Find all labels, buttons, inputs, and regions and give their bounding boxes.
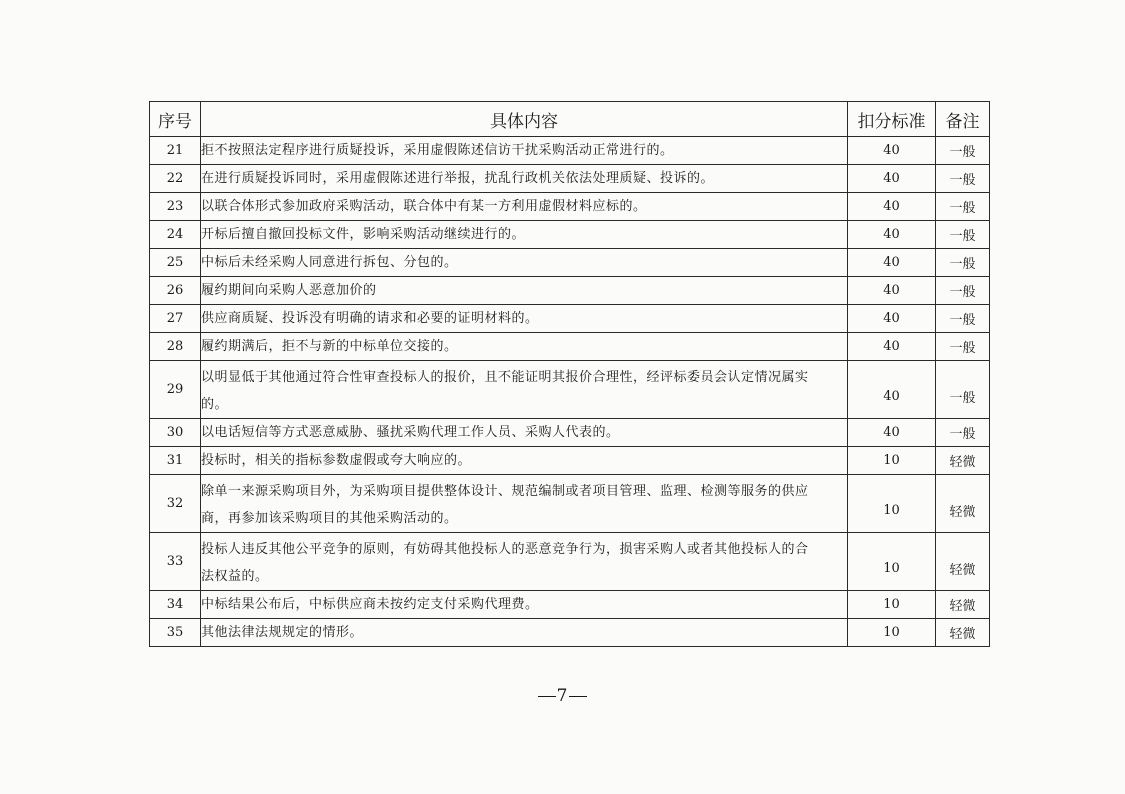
table-row [150, 591, 990, 619]
row-note: 一般 [936, 193, 990, 221]
row-content-line: 投标人违反其他公平竞争的原则，有妨碍其他投标人的恶意竞争行为，损害采购人或者其他投标人的合 [201, 541, 809, 557]
row-note: 一般 [936, 333, 990, 361]
row-content: 以联合体形式参加政府采购活动，联合体中有某一方利用虚假材料应标的。 [201, 193, 848, 221]
table-row [150, 447, 990, 475]
row-no: 24 [150, 221, 201, 249]
table-row [150, 305, 990, 333]
table-row [150, 221, 990, 249]
row-content-line: 法权益的。 [201, 568, 269, 584]
row-note: 轻微 [936, 591, 990, 619]
row-content-line: 的。 [201, 396, 229, 412]
row-content: 履约期满后，拒不与新的中标单位交接的。 [201, 333, 848, 361]
row-content [201, 361, 848, 419]
row-content: 以电话短信等方式恶意威胁、骚扰采购代理工作人员、采购人代表的。 [201, 419, 848, 447]
page-number-dash [569, 696, 587, 697]
table-row [150, 475, 990, 533]
row-score: 40 [848, 305, 936, 333]
row-note: 轻微 [936, 447, 990, 475]
row-content-line: 以明显低于其他通过符合性审查投标人的报价，且不能证明其报价合理性，经评标委员会认定情况属实 [201, 369, 809, 385]
row-score: 10 [848, 447, 936, 475]
row-score: 10 [848, 475, 936, 533]
row-no: 26 [150, 277, 201, 305]
row-content: 其他法律法规规定的情形。 [201, 619, 848, 647]
row-score: 10 [848, 533, 936, 591]
row-score: 40 [848, 221, 936, 249]
row-score: 40 [848, 249, 936, 277]
table-row [150, 619, 990, 647]
row-content-line: 商，再参加该采购项目的其他采购活动的。 [201, 510, 458, 526]
table-row [150, 419, 990, 447]
row-no: 31 [150, 447, 201, 475]
header-note: 备注 [936, 102, 990, 137]
page-number [0, 686, 1125, 706]
row-no: 25 [150, 249, 201, 277]
table-row [150, 137, 990, 165]
row-note: 一般 [936, 249, 990, 277]
row-note: 一般 [936, 419, 990, 447]
row-score: 40 [848, 361, 936, 419]
row-note: 一般 [936, 305, 990, 333]
table-row [150, 533, 990, 591]
table-row [150, 249, 990, 277]
table-row [150, 361, 990, 419]
row-note: 一般 [936, 221, 990, 249]
row-content: 履约期间向采购人恶意加价的 [201, 277, 848, 305]
row-content: 供应商质疑、投诉没有明确的请求和必要的证明材料的。 [201, 305, 848, 333]
row-content [201, 533, 848, 591]
row-score: 10 [848, 591, 936, 619]
row-note: 轻微 [936, 475, 990, 533]
row-no: 28 [150, 333, 201, 361]
row-no: 23 [150, 193, 201, 221]
row-note: 一般 [936, 165, 990, 193]
row-content: 拒不按照法定程序进行质疑投诉，采用虚假陈述信访干扰采购活动正常进行的。 [201, 137, 848, 165]
row-content: 在进行质疑投诉同时，采用虚假陈述进行举报，扰乱行政机关依法处理质疑、投诉的。 [201, 165, 848, 193]
row-content [201, 475, 848, 533]
row-no: 22 [150, 165, 201, 193]
penalty-table [149, 101, 990, 647]
row-note: 轻微 [936, 619, 990, 647]
table-header-row [150, 102, 990, 137]
row-score: 10 [848, 619, 936, 647]
table-row [150, 193, 990, 221]
table-row [150, 165, 990, 193]
row-no: 29 [150, 361, 201, 419]
row-content-line: 除单一来源采购项目外，为采购项目提供整体设计、规范编制或者项目管理、监理、检测等服务的供应 [201, 483, 809, 499]
row-no: 35 [150, 619, 201, 647]
table-row [150, 277, 990, 305]
table-row [150, 333, 990, 361]
row-score: 40 [848, 137, 936, 165]
row-note: 一般 [936, 361, 990, 419]
row-content: 投标时，相关的指标参数虚假或夸大响应的。 [201, 447, 848, 475]
page-number-dash [538, 696, 556, 697]
row-no: 33 [150, 533, 201, 591]
row-score: 40 [848, 165, 936, 193]
header-score: 扣分标准 [848, 102, 936, 137]
header-no: 序号 [150, 102, 201, 137]
row-note: 一般 [936, 277, 990, 305]
row-score: 40 [848, 193, 936, 221]
row-content: 开标后擅自撤回投标文件，影响采购活动继续进行的。 [201, 221, 848, 249]
row-score: 40 [848, 419, 936, 447]
row-no: 34 [150, 591, 201, 619]
row-note: 一般 [936, 137, 990, 165]
header-content: 具体内容 [201, 102, 848, 137]
row-no: 32 [150, 475, 201, 533]
row-no: 30 [150, 419, 201, 447]
row-score: 40 [848, 277, 936, 305]
row-note: 轻微 [936, 533, 990, 591]
row-content: 中标结果公布后，中标供应商未按约定支付采购代理费。 [201, 591, 848, 619]
row-no: 21 [150, 137, 201, 165]
row-score: 40 [848, 333, 936, 361]
row-no: 27 [150, 305, 201, 333]
row-content: 中标后未经采购人同意进行拆包、分包的。 [201, 249, 848, 277]
page-number-value: 7 [556, 686, 569, 706]
